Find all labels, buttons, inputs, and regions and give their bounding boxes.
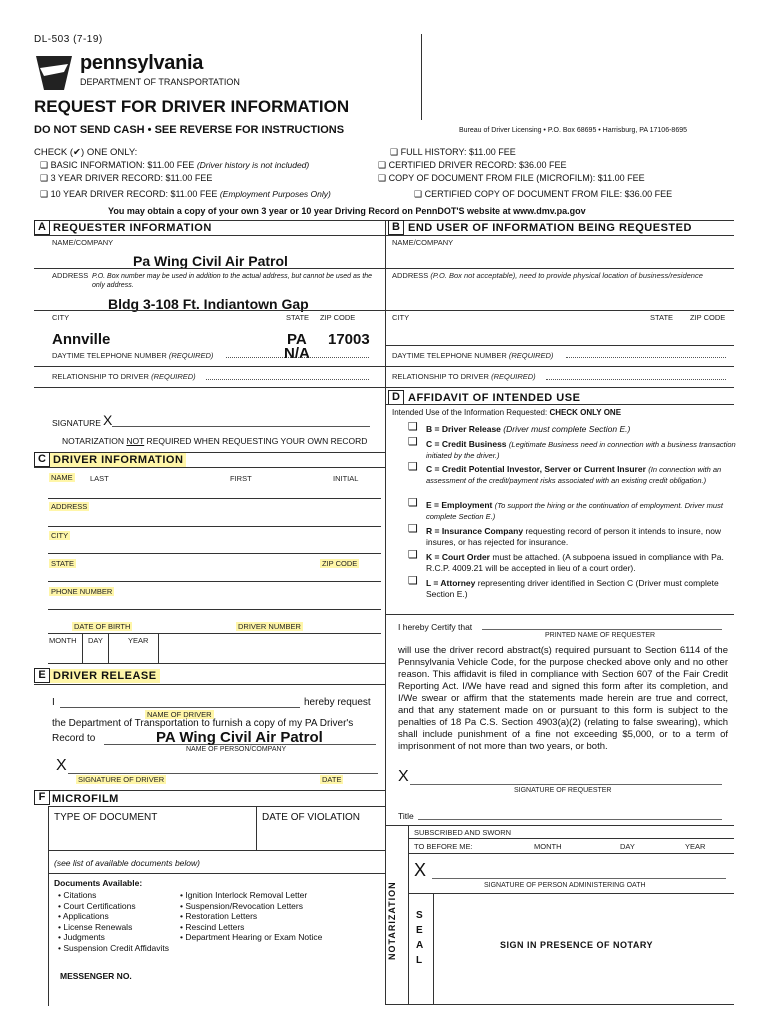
c-city-label: CITY	[51, 531, 69, 540]
section-a-letter: A	[34, 220, 50, 235]
c-day-label: DAY	[88, 636, 103, 645]
a-address-label: ADDRESS	[52, 271, 89, 280]
a-address-note: P.O. Box number may be used in addition to the actual address, but cannot be used as the only address.	[92, 273, 373, 289]
checkbox-icon: ❑	[40, 189, 49, 199]
doc-item: • Suspension/Revocation Letters	[180, 900, 303, 911]
section-a-title: REQUESTER INFORMATION	[53, 222, 212, 234]
section-f-letter: F	[34, 790, 50, 805]
b-relationship-field[interactable]	[546, 379, 726, 380]
logo-name: pennsylvania	[80, 52, 204, 74]
title-field[interactable]	[418, 819, 722, 820]
a-name-label: NAME/COMPANY	[52, 238, 114, 247]
option-driver-release[interactable]: ❑ B = Driver Release (Driver must complete Section E.)	[408, 421, 631, 434]
a-phone-value[interactable]: N/A	[284, 345, 310, 362]
b-address-label: ADDRESS (P.O. Box not acceptable), need to provide physical location of business/residence	[392, 271, 703, 280]
option-certified[interactable]: ❑ CERTIFIED DRIVER RECORD: $36.00 FEE	[378, 160, 567, 170]
section-f-title: MICROFILM	[52, 793, 119, 805]
notarization-note: NOTARIZATION NOT REQUIRED WHEN REQUESTING YOUR OWN RECORD	[62, 436, 368, 446]
section-c-title: DRIVER INFORMATION	[50, 453, 186, 467]
c-initial-label: INITIAL	[333, 474, 359, 483]
check-header: CHECK (✔) ONE ONLY:	[34, 147, 138, 158]
notary-year: YEAR	[685, 842, 706, 851]
certify-label: I hereby Certify that	[398, 622, 473, 632]
f-violation-label: DATE OF VIOLATION	[262, 812, 360, 823]
b-phone-label: DAYTIME TELEPHONE NUMBER (REQUIRED)	[392, 351, 554, 360]
center-divider	[385, 220, 386, 1005]
notary-month: MONTH	[534, 842, 562, 851]
option-10-year[interactable]: ❑ 10 YEAR DRIVER RECORD: $11.00 FEE (Employment Purposes Only)	[40, 189, 331, 199]
a-zip-label: ZIP CODE	[320, 313, 356, 322]
doc-item: • Suspension Credit Affidavits	[58, 942, 170, 953]
c-address-label: ADDRESS	[51, 502, 88, 511]
e-hereby-request: hereby request	[304, 697, 371, 708]
e-record-to-value[interactable]: PA Wing Civil Air Patrol	[156, 729, 323, 746]
checkbox-icon: ❑	[408, 497, 418, 509]
option-certified-copy[interactable]: ❑ CERTIFIED COPY OF DOCUMENT FROM FILE: $36.00 FEE	[414, 189, 673, 199]
c-first-label: FIRST	[230, 474, 252, 483]
section-e-title: DRIVER RELEASE	[50, 669, 160, 683]
option-insurance[interactable]: ❑ R = Insurance Company requesting record of person it intends to insure, now insures, or has rejected for insurance.	[408, 523, 722, 547]
option-court-order[interactable]: ❑ K = Court Order must be attached. (A subpoena issued in compliance with Pa. R.C.P. 4009.21 will be accepted in lieu of a court order).	[408, 549, 724, 573]
a-phone-label: DAYTIME TELEPHONE NUMBER (REQUIRED)	[52, 351, 214, 360]
c-last-label: LAST	[90, 474, 109, 483]
certify-text: will use the driver record abstract(s) required pursuant to Section 6114 of the Pennsylvania Vehicle Code, for the purpose checked above only and no other reason. This affidavit is filed in compliance with Section 607 of the Fair Credit Reporting Act. I/We have read and signed this form after its completion, and I/We swear or affirm that the statements made herein are true and correct, and that any statement made on or pursuant to this form is subject to the penalties of 18 Pa C.S. Section 4903(a)(2) (relating to false swearing), which shall include punishment of a fine not exceeding $5,000, or to a term of imprisonment of not more than two years, or both.	[398, 645, 728, 752]
checkbox-icon: ❑	[40, 173, 49, 183]
notary-subscribed: SUBSCRIBED AND SWORN	[414, 828, 512, 837]
checkbox-icon: ❑	[408, 436, 418, 448]
f-docs-left	[58, 890, 169, 953]
checkbox-icon: ❑	[378, 160, 387, 170]
b-city-label: CITY	[392, 313, 410, 322]
notary-before-me: TO BEFORE ME:	[414, 842, 473, 851]
checkbox-icon: ❑	[378, 173, 387, 183]
section-c-letter: C	[34, 452, 50, 467]
c-dln-label: DRIVER NUMBER	[238, 622, 301, 631]
doc-item: • Restoration Letters	[180, 911, 258, 921]
e-dept-text: the Department of Transportation to furnish a copy of my PA Driver's	[52, 718, 354, 729]
notarization-vertical-label: NOTARIZATION	[387, 881, 397, 960]
b-name-label: NAME/COMPANY	[392, 238, 454, 247]
doc-item: • Applications	[58, 911, 109, 921]
c-city-field[interactable]	[48, 553, 381, 554]
a-name-value[interactable]: Pa Wing Civil Air Patrol	[133, 253, 288, 269]
a-signature-label: SIGNATURE	[52, 418, 101, 428]
b-state-label: STATE	[650, 313, 674, 322]
a-signature-line[interactable]	[112, 426, 370, 427]
f-messenger: MESSENGER NO.	[60, 971, 132, 981]
sign-in-presence: SIGN IN PRESENCE OF NOTARY	[500, 940, 654, 950]
doc-item: • Ignition Interlock Removal Letter	[180, 890, 308, 900]
option-basic[interactable]: ❑ BASIC INFORMATION: $11.00 FEE (Driver history is not included)	[40, 160, 310, 170]
option-employment[interactable]: ❑ E = Employment (To support the hiring or the continuation of employment. Driver must complete Section E.)	[408, 497, 723, 521]
option-microfilm-copy[interactable]: ❑ COPY OF DOCUMENT FROM FILE (MICROFILM): $11.00 FEE	[378, 173, 645, 183]
keystone-icon	[34, 54, 74, 92]
requester-signature-line[interactable]	[410, 784, 722, 785]
e-sig-x: X	[56, 757, 67, 774]
d-sig-x: X	[398, 768, 409, 785]
printed-name-label: PRINTED NAME OF REQUESTER	[545, 632, 656, 639]
c-address-field[interactable]	[48, 526, 381, 527]
checkbox-icon: ❑	[414, 189, 423, 199]
e-date-label: DATE	[322, 775, 342, 784]
notary-sig-admin: SIGNATURE OF PERSON ADMINISTERING OATH	[484, 882, 646, 889]
c-name-label: NAME	[51, 473, 73, 482]
option-credit-business[interactable]: ❑ C = Credit Business (Legitimate Business need in connection with a business transaction initiated by the driver.)	[408, 436, 736, 460]
logo-dept: DEPARTMENT OF TRANSPORTATION	[80, 77, 240, 87]
f-docs-header: Documents Available:	[54, 878, 143, 888]
checkbox-icon: ❑	[408, 461, 418, 473]
doc-item: • License Renewals	[58, 921, 133, 932]
f-type-label: TYPE OF DOCUMENT	[54, 812, 158, 823]
c-year-label: YEAR	[128, 636, 149, 645]
section-b-title: END USER OF INFORMATION BEING REQUESTED	[408, 222, 692, 234]
a-state-value[interactable]: PA	[287, 331, 307, 348]
section-d-title: AFFIDAVIT OF INTENDED USE	[408, 392, 581, 404]
c-dob-label: DATE OF BIRTH	[74, 622, 131, 631]
title-label: Title	[398, 811, 414, 821]
penndot-logo	[34, 54, 74, 97]
f-docs-right	[180, 890, 322, 943]
option-full-history[interactable]: ❑ FULL HISTORY: $11.00 FEE	[390, 147, 516, 157]
a-city-label: CITY	[52, 313, 70, 322]
e-record-to: Record to	[52, 733, 96, 744]
sig-requester-label: SIGNATURE OF REQUESTER	[514, 787, 612, 794]
c-zip-label: ZIP CODE	[322, 559, 358, 568]
c-month-label: MONTH	[49, 636, 77, 645]
doc-item: • Court Certifications	[58, 900, 136, 911]
section-d-letter: D	[388, 390, 404, 405]
notary-x: X	[414, 860, 427, 880]
form-title: REQUEST FOR DRIVER INFORMATION	[34, 97, 350, 116]
c-phone-field[interactable]	[48, 609, 381, 610]
b-relationship-label: RELATIONSHIP TO DRIVER (REQUIRED)	[392, 372, 536, 381]
form-id: DL-503 (7-19)	[34, 34, 103, 45]
form-subtitle: DO NOT SEND CASH • SEE REVERSE FOR INSTRUCTIONS	[34, 124, 345, 136]
checkbox-icon: ❑	[390, 147, 399, 157]
header-divider	[421, 34, 422, 120]
option-3-year[interactable]: ❑ 3 YEAR DRIVER RECORD: $11.00 FEE	[40, 173, 213, 183]
e-name-of-driver-label: NAME OF DRIVER	[147, 710, 212, 719]
e-i-label: I	[52, 697, 55, 708]
doc-item: • Judgments	[58, 932, 105, 942]
e-name-person-label: NAME OF PERSON/COMPANY	[186, 746, 287, 753]
e-driver-signature-line[interactable]	[68, 773, 378, 774]
c-phone-label: PHONE NUMBER	[51, 587, 113, 596]
checkbox-icon: ❑	[408, 549, 418, 561]
doc-item: • Department Hearing or Exam Notice	[180, 932, 323, 942]
b-phone-field[interactable]	[566, 357, 726, 358]
f-see-list: (see list of available documents below)	[54, 858, 200, 868]
a-city-value[interactable]: Annville	[52, 331, 111, 348]
doc-item: • Citations	[58, 890, 97, 900]
a-signature-x: X	[103, 412, 113, 428]
intended-use-options	[408, 421, 738, 604]
notary-day: DAY	[620, 842, 635, 851]
checkbox-icon: ❑	[408, 575, 418, 587]
c-state-field[interactable]	[48, 581, 381, 582]
printed-name-field[interactable]	[482, 629, 722, 630]
e-sig-driver-label: SIGNATURE OF DRIVER	[78, 775, 165, 784]
checkbox-icon: ❑	[408, 523, 418, 535]
c-state-label: STATE	[51, 559, 75, 568]
option-credit-investor[interactable]: ❑ C = Credit Potential Investor, Server or Current Insurer (In connection with an assessment of the credit/payment risks associated with an existing credit obligation.)	[408, 461, 722, 485]
c-name-field[interactable]	[48, 498, 381, 499]
checkbox-icon: ❑	[408, 421, 418, 433]
notary-signature-line[interactable]	[432, 878, 726, 879]
section-b-letter: B	[388, 220, 404, 235]
bureau-address: Bureau of Driver Licensing • P.O. Box 68695 • Harrisburg, PA 17106-8695	[459, 127, 687, 134]
doc-item: • Rescind Letters	[180, 921, 245, 932]
b-zip-label: ZIP CODE	[690, 313, 726, 322]
intended-use-label: Intended Use of the Information Requested: CHECK ONLY ONE	[392, 408, 622, 417]
seal-letters: S E A L	[416, 910, 424, 966]
checkbox-icon: ❑	[40, 160, 49, 170]
a-zip-value[interactable]: 17003	[328, 331, 370, 348]
e-driver-name-field[interactable]	[60, 707, 300, 708]
a-address-value[interactable]: Bldg 3-108 Ft. Indiantown Gap	[108, 296, 309, 312]
option-attorney[interactable]: ❑ L = Attorney representing driver identified in Section C (Driver must complete Section E.)	[408, 575, 719, 599]
a-relationship-label: RELATIONSHIP TO DRIVER (REQUIRED)	[52, 372, 196, 381]
website-note: You may obtain a copy of your own 3 year or 10 year Driving Record on PennDOT'S website at www.dmv.pa.gov	[108, 206, 586, 216]
a-state-label: STATE	[286, 313, 310, 322]
section-e-letter: E	[34, 668, 50, 683]
a-relationship-field[interactable]	[206, 379, 369, 380]
